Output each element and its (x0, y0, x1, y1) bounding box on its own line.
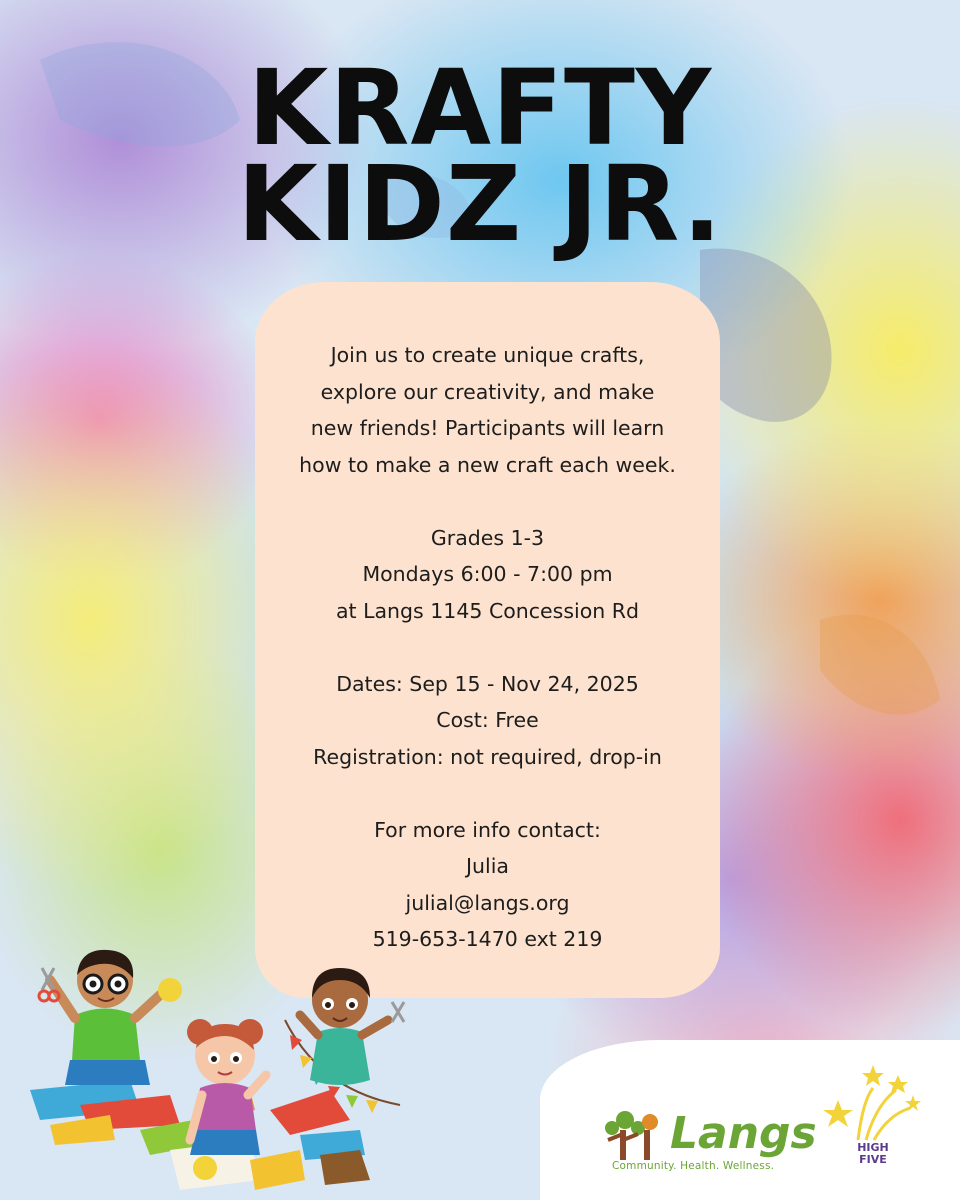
high-five-line-1: HIGH (857, 1141, 889, 1154)
location: at Langs 1145 Concession Rd (335, 598, 640, 623)
info-card-text (255, 337, 720, 958)
contact-heading: For more info contact: (374, 817, 601, 842)
high-five-line-2: FIVE (859, 1153, 887, 1166)
cost: Cost: Free (436, 708, 539, 732)
description-line: how to make a new craft each week. (299, 452, 676, 477)
kids-crafting-illustration (20, 940, 420, 1200)
title-line-1: KRAFTY (247, 47, 713, 169)
dates: Dates: Sep 15 - Nov 24, 2025 (336, 671, 639, 696)
description-line: new friends! Participants will learn (310, 416, 665, 440)
contact-name: Julia (466, 854, 509, 878)
grades: Grades 1-3 (430, 525, 545, 550)
spacer (255, 775, 720, 812)
high-five-logo-stars-icon (818, 1060, 928, 1190)
langs-logo-text: Langs (670, 1108, 817, 1159)
langs-tagline: Community. Health. Wellness. (612, 1160, 775, 1172)
contact-phone: 519-653-1470 ext 219 (372, 927, 603, 951)
spacer (255, 629, 720, 666)
description-line: explore our creativity, and make (320, 379, 655, 404)
description-line: Join us to create unique crafts, (330, 343, 645, 367)
contact-email: julial@langs.org (405, 890, 570, 915)
title-line-2: KIDZ JR. (237, 143, 723, 265)
high-five-logo-text (848, 1142, 898, 1166)
registration: Registration: not required, drop-in (313, 744, 662, 769)
spacer (255, 483, 720, 520)
schedule: Mondays 6:00 - 7:00 pm (362, 562, 613, 586)
poster-title (0, 47, 960, 265)
